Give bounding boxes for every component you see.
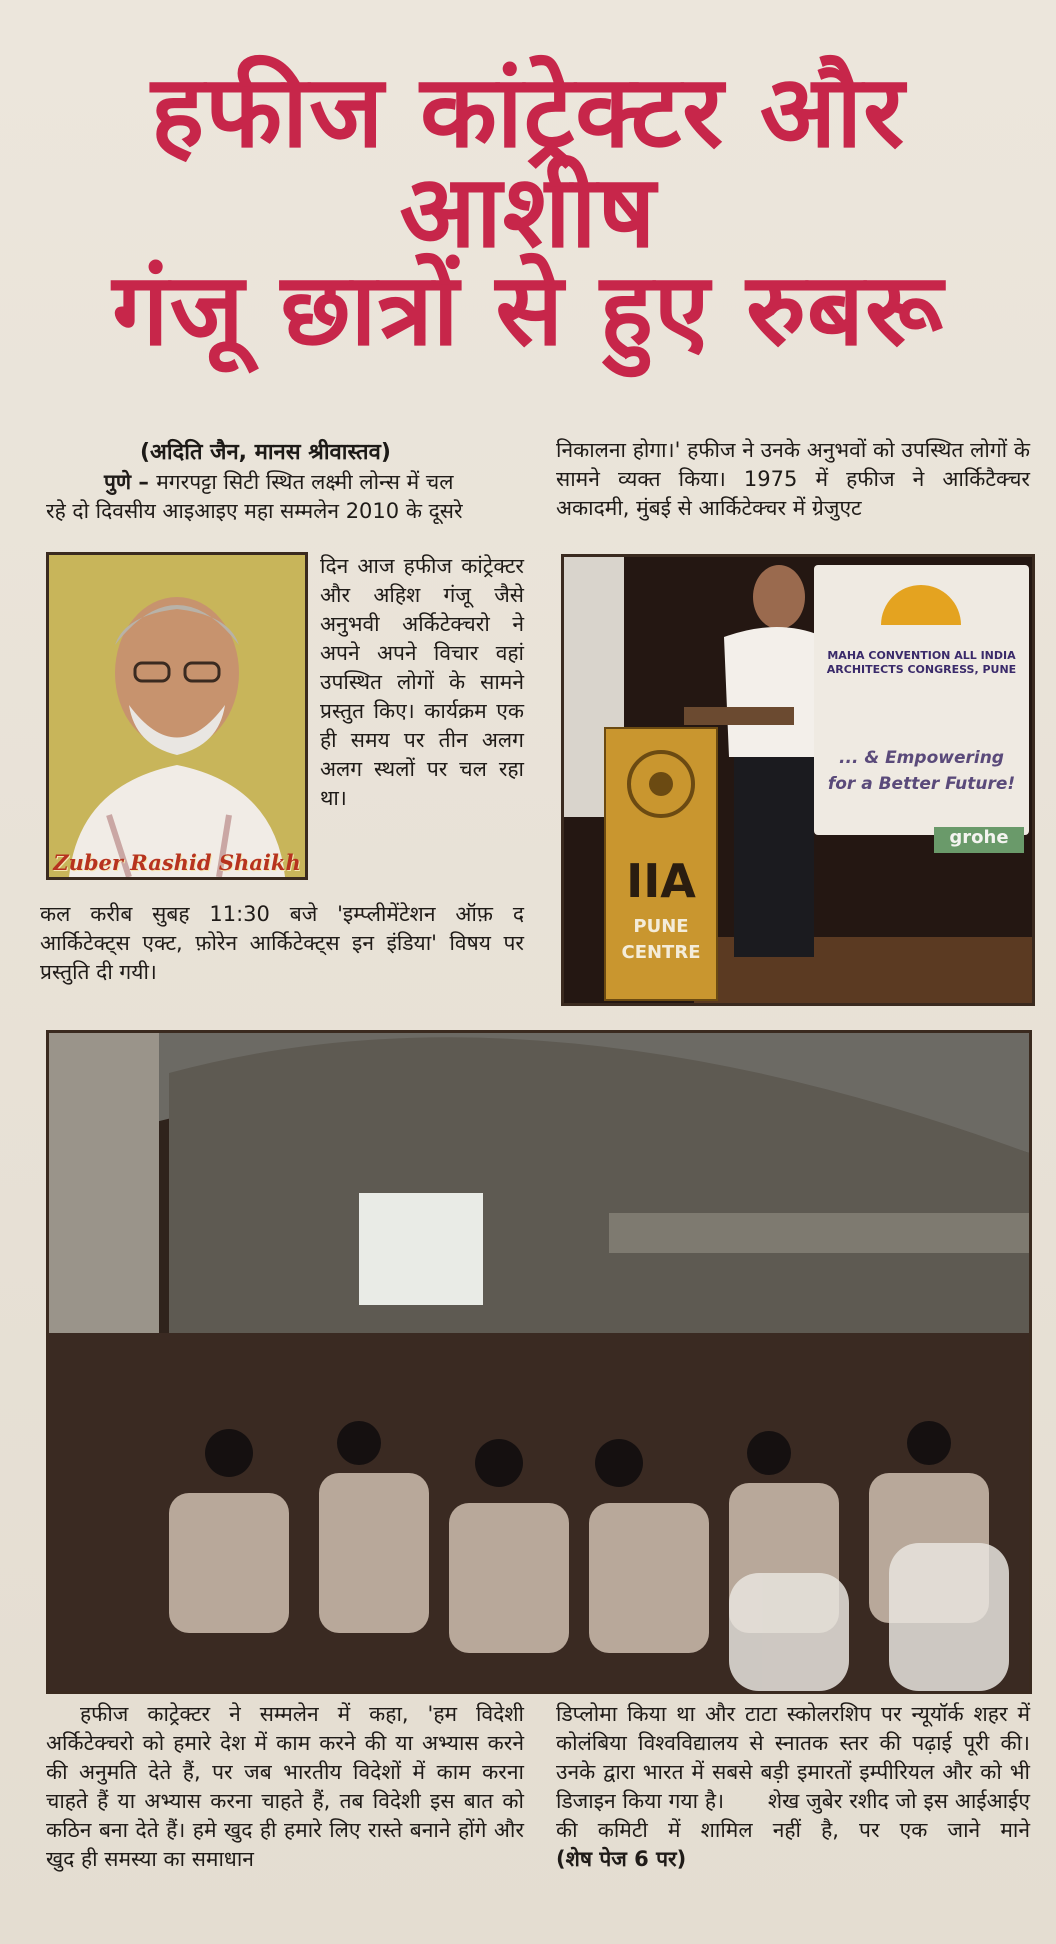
speaker-photo xyxy=(561,554,1035,1006)
intro-text: मगरपट्टा सिटी स्थित लक्ष्मी लोन्स में चल xyxy=(156,470,454,494)
sponsor-logo: grohe xyxy=(934,827,1024,853)
iia-emblem-icon xyxy=(606,729,716,839)
banner-tagline: ... & Empowering for a Better Future! xyxy=(827,748,1016,794)
iia-sublabel-2: CENTRE xyxy=(621,942,701,963)
audience-photo xyxy=(46,1030,1032,1694)
continued-note: (शेष पेज 6 पर) xyxy=(556,1847,687,1871)
iia-sign xyxy=(604,727,718,1001)
bottom-right-tail: शेख जुबेर रशीद जो इस आईआईए की कमिटी में शामिल नहीं है, पर एक जाने माने xyxy=(556,1789,1030,1842)
portrait-image xyxy=(49,555,305,877)
banner-text: MAHA CONVENTION ALL INDIA ARCHITECTS CONGRESS, PUNE xyxy=(826,649,1017,676)
portrait-photo xyxy=(46,552,308,880)
dateline: पुणे – xyxy=(104,470,157,494)
photo-credit: Zuber Rashid Shaikh xyxy=(53,850,301,875)
bottom-right-text: डिप्लोमा किया था और टाटा स्कोलरशिप पर न्यूयॉर्क शहर में कोलंबिया विश्वविद्यालय से स्नातक स्तर की पढ़ाई पूरी की। उनके द्वारा भारत में सबसे बड़ी इमारतों इम्पीरियल और को भी डिजाइन किया गया है। xyxy=(556,1702,1030,1813)
article-bottom-left: हफीज काट्रेक्टर ने सम्मलेन में कहा, 'हम विदेशी अर्किटेक्चरो को हमारे देश में काम करने की या अभ्यास करने की अनुमति देते हैं, पर जब भारतीय विदेशों में काम करना चाहते हैं या अभ्यास करना चाहते हैं, तब विदेशी इस बात को कठिन बना देते हैं। हमे खुद ही हमारे लिए रास्ते बनाने होंगे और खुद ही समस्या का समाधान xyxy=(46,1702,524,1871)
article-right-top: निकालना होगा।' हफीज ने उनके अनुभवों को उपस्थित लोगों के सामने व्यक्त किया। 1975 में हफीज ने आर्किटैक्चर अकादमी, मुंबई से आर्किटेक्चर में ग्रेजुएट xyxy=(556,438,1030,520)
headline-line-1: हफीज कांट्रेक्टर और आशीष xyxy=(150,53,906,270)
event-banner xyxy=(814,565,1029,835)
iia-label: IIA xyxy=(626,854,696,908)
iia-sublabel-1: PUNE xyxy=(633,916,689,937)
article-intro xyxy=(104,468,524,497)
article-bottom-right xyxy=(556,1700,1030,1874)
byline: (अदिति जैन, मानस श्रीवास्तव) xyxy=(140,440,391,465)
article-beside-portrait: दिन आज हफीज कांट्रेक्टर और अहिश गंजू जैसे अनुभवी अर्किटेक्चरो ने अपने अपने विचार वहां उपस्थित लोगों के सामने प्रस्तुत किए। कार्यक्रम एक ही समय पर तीन अलग अलग स्थलों पर चल रहा था। xyxy=(320,554,524,810)
sun-logo-icon xyxy=(814,565,1029,645)
headline-line-2: गंजू छात्रों से हुए रुबरू xyxy=(112,251,944,368)
article-intro-cont: रहे दो दिवसीय आइआइए महा सम्मलेन 2010 के दूसरे xyxy=(46,499,463,523)
article-left-bottom: कल करीब सुबह 11:30 बजे 'इम्प्लीमेंटेशन ऑफ़ द आर्किटेक्ट्स एक्ट, फ़ोरेन आर्किटेक्ट्स इन इंडिया' विषय पर प्रस्तुति दी गयी। xyxy=(40,902,524,984)
audience-scene xyxy=(49,1033,1029,1691)
